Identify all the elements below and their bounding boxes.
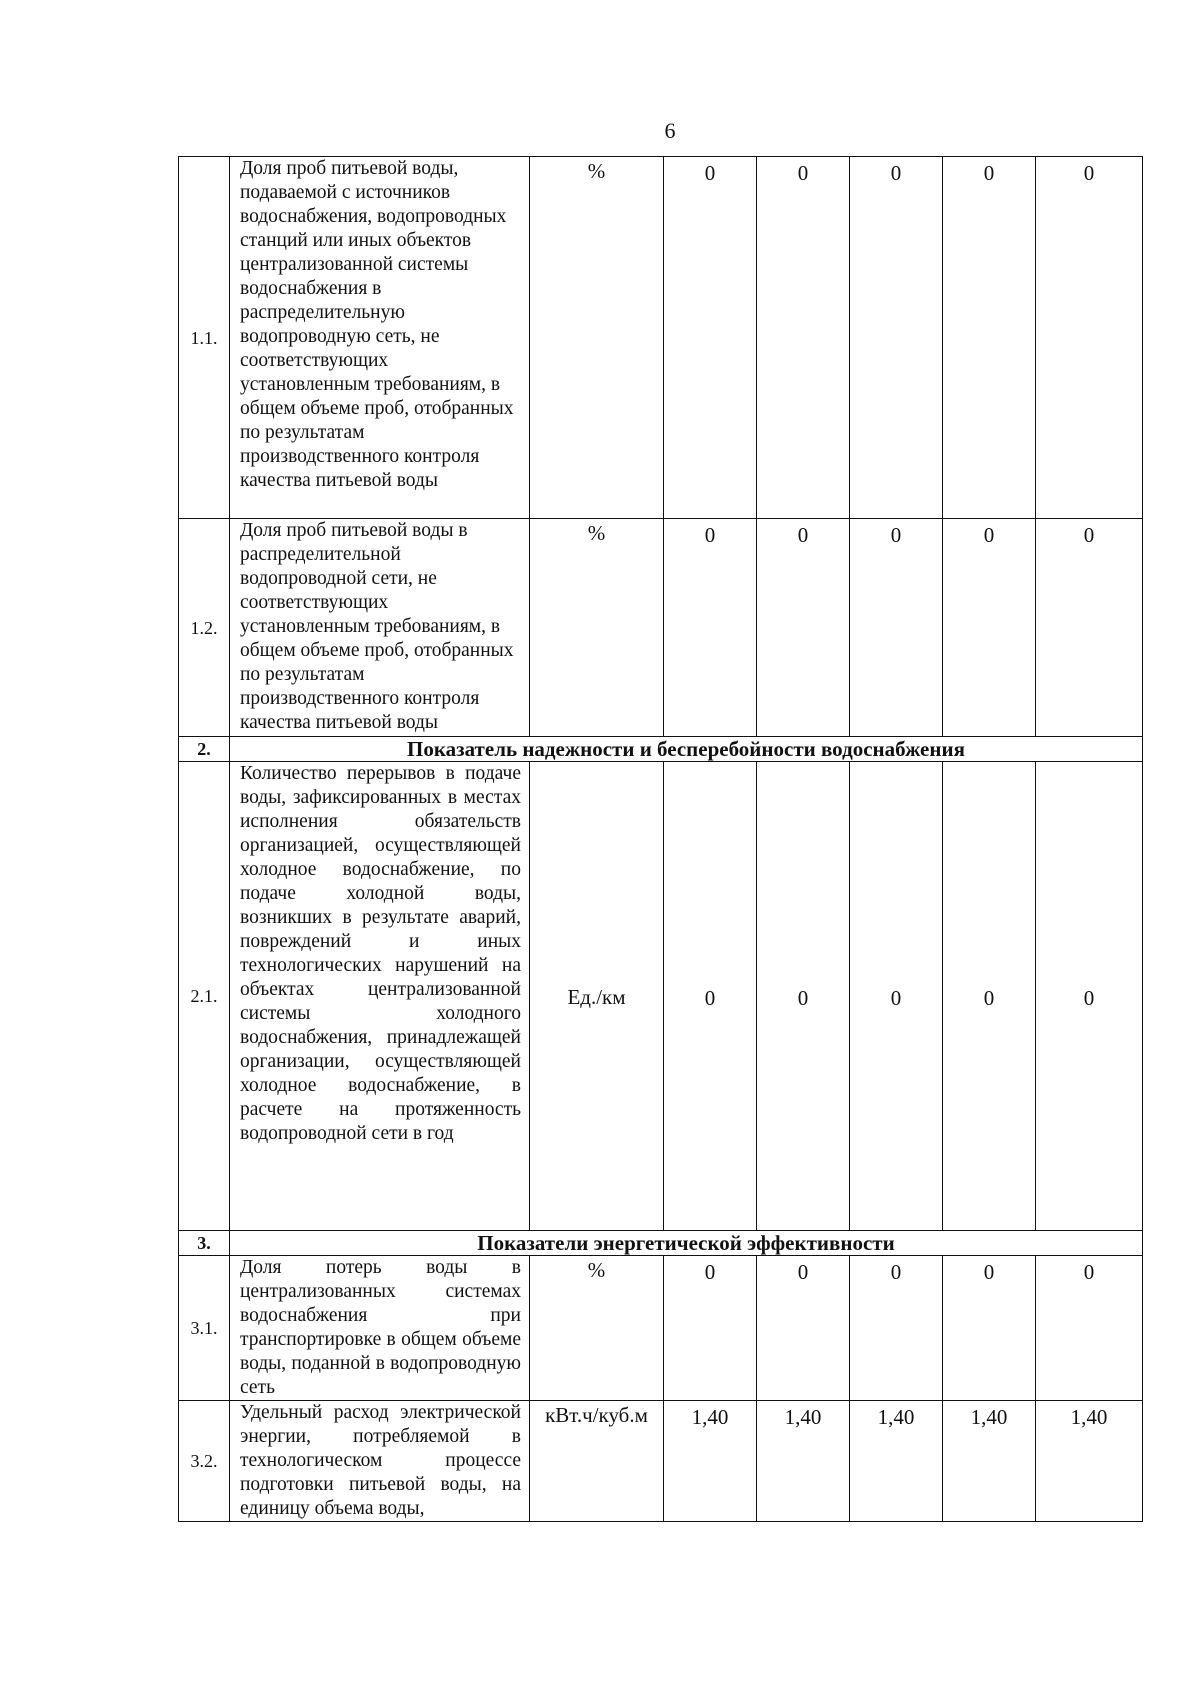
section-number: 3. [179, 1231, 230, 1256]
section-number: 2. [179, 737, 230, 762]
value-cell: 0 [757, 157, 850, 519]
value-cell: 0 [850, 762, 943, 1231]
value-cell: 0 [664, 1256, 757, 1401]
row-number: 1.2. [179, 519, 230, 737]
unit-cell: Ед./км [530, 762, 664, 1231]
row-number: 1.1. [179, 157, 230, 519]
value-cell: 0 [757, 762, 850, 1231]
indicator-description: Доля проб питьевой воды в распределительной водопроводной сети, не соответствующих установленным требованиям, в общем объеме проб, отобранных по результатам производственного контроля качества питьевой воды [230, 519, 530, 737]
value-cell: 0 [850, 519, 943, 737]
value-cell: 0 [943, 1256, 1036, 1401]
unit-cell: % [530, 157, 664, 519]
table-row [179, 1256, 1143, 1401]
indicator-description: Количество перерывов в подаче воды, зафиксированных в местах исполнения обязательств организацией, осуществляющей холодное водоснабжение, по подаче холодной воды, возникших в результате аварий, повреждений и иных технологических нарушений на объектах централизованной системы холодного водоснабжения, принадлежащей организации, осуществляющей холодное водоснабжение, в расчете на протяженность водопроводной сети в год [230, 762, 530, 1231]
unit-cell: % [530, 519, 664, 737]
value-cell: 0 [943, 519, 1036, 737]
row-number: 3.2. [179, 1401, 230, 1522]
value-cell: 1,40 [1036, 1401, 1143, 1522]
table-row [179, 762, 1143, 1231]
section-title: Показатели энергетической эффективности [230, 1231, 1143, 1256]
row-number: 3.1. [179, 1256, 230, 1401]
section-row [179, 1231, 1143, 1256]
value-cell: 1,40 [943, 1401, 1036, 1522]
value-cell: 0 [1036, 762, 1143, 1231]
value-cell: 0 [850, 157, 943, 519]
value-cell: 0 [943, 157, 1036, 519]
value-cell: 0 [1036, 519, 1143, 737]
value-cell: 0 [664, 762, 757, 1231]
value-cell: 1,40 [757, 1401, 850, 1522]
section-title: Показатель надежности и бесперебойности водоснабжения [230, 737, 1143, 762]
value-cell: 0 [757, 519, 850, 737]
table-row [179, 157, 1143, 519]
unit-cell: кВт.ч/куб.м [530, 1401, 664, 1522]
value-cell: 0 [850, 1256, 943, 1401]
value-cell: 0 [664, 157, 757, 519]
indicator-description: Доля потерь воды в централизованных системах водоснабжения при транспортировке в общем объеме воды, поданной в водопроводную сеть [230, 1256, 530, 1401]
value-cell: 0 [757, 1256, 850, 1401]
indicator-description: Удельный расход электрической энергии, потребляемой в технологическом процессе подготовки питьевой воды, на единицу объема воды, [230, 1401, 530, 1522]
section-row [179, 737, 1143, 762]
indicator-description: Доля проб питьевой воды, подаваемой с источников водоснабжения, водопроводных станций или иных объектов централизованной системы водоснабжения в распределительную водопроводную сеть, не соответствующих установленным требованиям, в общем объеме проб, отобранных по результатам производственного контроля качества питьевой воды [230, 157, 530, 519]
value-cell: 0 [1036, 157, 1143, 519]
table-row [179, 519, 1143, 737]
table-row [179, 1401, 1143, 1522]
value-cell: 1,40 [850, 1401, 943, 1522]
value-cell: 0 [1036, 1256, 1143, 1401]
unit-cell: % [530, 1256, 664, 1401]
row-number: 2.1. [179, 762, 230, 1231]
page-number: 6 [664, 118, 676, 143]
value-cell: 0 [664, 519, 757, 737]
value-cell: 0 [943, 762, 1036, 1231]
indicators-table [178, 156, 1143, 1522]
value-cell: 1,40 [664, 1401, 757, 1522]
